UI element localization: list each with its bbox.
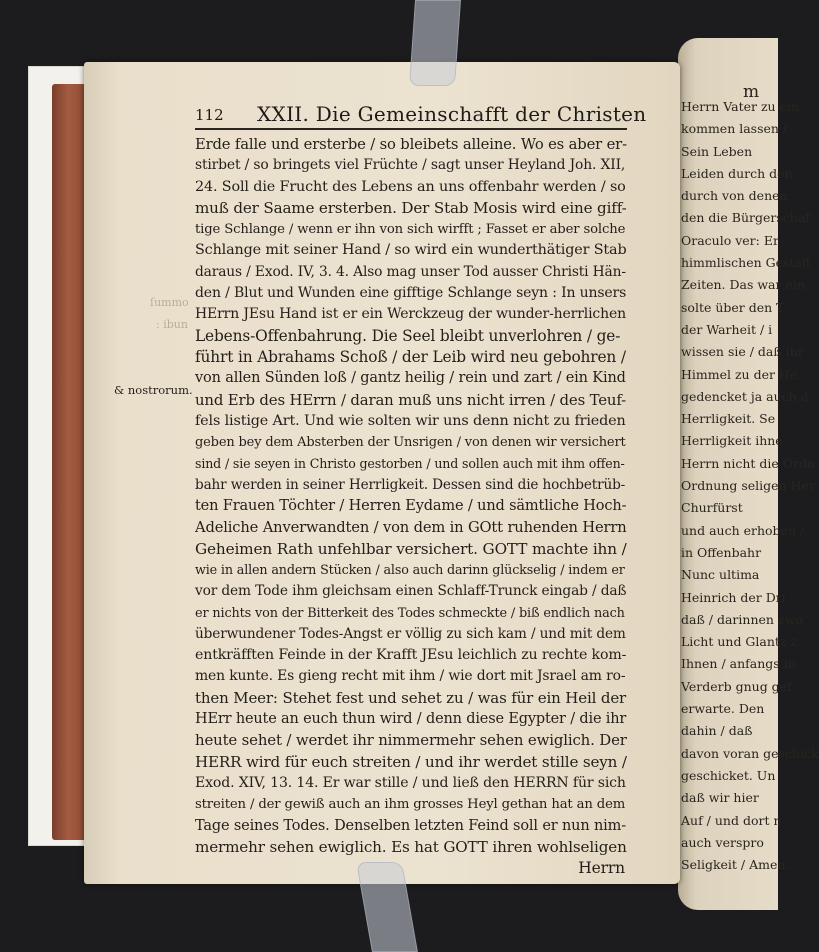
body-text <box>195 134 631 879</box>
text-line: Geheimen Rath unfehlbar versichert. GOTT machte ihn / <box>195 539 627 558</box>
text-line: mermehr sehen ewiglich. Es hat GOTT ihren wohlseligen <box>195 837 627 856</box>
running-title: XXII. Die Gemeinschafft der Christen <box>257 102 647 126</box>
text-line: tige Schlange / wenn er ihn von sich wirfft ; Fasset er aber solche <box>195 222 626 238</box>
facing-text-line: auch verspro <box>681 834 764 850</box>
facing-text-line: der Warheit / i <box>681 321 773 337</box>
text-line: Erde falle und ersterbe / so bleibets alleine. Wo es aber er- <box>195 136 627 153</box>
text-line: Tage seines Todes. Denselben letzten Feind soll er nun nim- <box>195 817 626 834</box>
header-rule <box>195 128 627 130</box>
text-line: then Meer: Stehet fest und sehet zu / was für ein Heil der <box>195 688 627 707</box>
facing-text-line: durch von denen <box>681 188 788 204</box>
text-line: Schlange mit seiner Hand / so wird ein wunderthätiger Stab <box>195 242 627 259</box>
facing-text-line: Auf / und dort n <box>681 812 782 828</box>
facing-text-line: Verderb gnug gef <box>681 678 792 694</box>
facing-text-line: Oraculo ver: Er <box>681 232 779 248</box>
facing-text-line: daß / darinnen zwo <box>681 611 803 627</box>
facing-text-line: den die Bürgerschaf <box>681 210 810 226</box>
text-line: streiten / der gewiß auch an ihm grosses Heyl gethan hat an dem <box>195 797 626 813</box>
facing-text-line: und auch erhoben / <box>681 522 805 538</box>
text-line: sind / sie seyen in Christo gestorben / und sollen auch mit ihm offen- <box>195 456 625 472</box>
facing-text-line: Herrligkeit ihne <box>681 433 783 449</box>
facing-page-text <box>681 96 819 876</box>
text-line: geben bey dem Absterben der Unsrigen / von denen wir versichert <box>195 435 626 451</box>
facing-page-header: m <box>743 82 760 102</box>
facing-text-line: Zeiten. Das war ein <box>681 277 805 293</box>
book-spine-edge <box>52 84 88 840</box>
facing-text-line: Heinrich der Dri <box>681 589 786 605</box>
facing-text-line: Ihnen / anfangs in <box>681 656 796 672</box>
text-line: men kunte. Es gieng recht mit ihm / wie dort mit Jsrael am ro- <box>195 668 626 685</box>
text-line: und Erb des HErrn / daran muß uns nicht irren / des Teuf- <box>195 390 627 409</box>
facing-text-line: daß wir hier <box>681 790 759 806</box>
bleed-through-text: ſummo <box>150 296 189 309</box>
text-line: er nichts von der Bitterkeit des Todes schmeckte / biß endlich nach <box>195 605 625 621</box>
facing-text-line: Churfürst <box>681 500 743 516</box>
facing-text-line: dahin / daß <box>681 723 753 739</box>
facing-text-line: himmlischen Gestalt <box>681 255 811 271</box>
text-line: fels listige Art. Und wie solten wir uns denn nicht zu frieden <box>195 412 626 429</box>
facing-text-line: erwarte. Den <box>681 701 765 717</box>
facing-text-line: Licht und Glantz z <box>681 634 798 650</box>
margin-note: & nostrorum. <box>114 383 193 397</box>
text-line: Exod. XIV, 13. 14. Er war stille / und ließ den HERRN für sich <box>195 774 626 791</box>
bleed-through-text: : ibun <box>156 318 188 331</box>
facing-text-line: gedencket ja auch d <box>681 388 809 404</box>
text-line: HErrn JEsu Hand ist er ein Werckzeug der wunder-herrlichen <box>195 306 626 323</box>
facing-text-line: Herrn Vater zu ein <box>681 99 800 114</box>
text-line: überwundener Todes-Angst er völlig zu sich kam / und mit dem <box>195 625 626 642</box>
facing-text-line: in Offenbahr <box>681 544 762 560</box>
catchword: Herrn <box>578 859 625 878</box>
facing-text-line: kommen lassen / <box>681 121 788 137</box>
facing-text-line: solte über den T <box>681 299 785 315</box>
facing-text-line: Ordnung seligen Her <box>681 478 815 494</box>
facing-text-line: Sein Leben <box>681 143 753 159</box>
page-number: 112 <box>195 106 224 124</box>
text-line: stirbet / so bringets viel Früchte / sagt unser Heyland Joh. XII, <box>195 157 626 174</box>
text-line: führt in Abrahams Schoß / der Leib wird neu gebohren / <box>195 347 626 366</box>
text-line: entkräfften Feinde in der Krafft JEsu leichlich zu rechte kom- <box>195 647 627 664</box>
facing-text-line: Herrn nicht die Ordn <box>681 455 816 471</box>
text-line: vor dem Tode ihm gleichsam einen Schlaff-Trunck eingab / daß <box>195 583 627 600</box>
facing-text-line: Leiden durch den <box>681 165 793 181</box>
facing-text-line: Nunc ultima <box>681 567 760 583</box>
text-line: wie in allen andern Stücken / also auch darinn glückselig / indem er <box>195 562 625 578</box>
text-line: daraus / Exod. IV, 3. 4. Also mag unser Tod ausser Christi Hän- <box>195 263 626 280</box>
text-line: ten Frauen Töchter / Herren Eydame / und sämtliche Hoch- <box>195 498 627 515</box>
text-line: bahr werden in seiner Herrligkeit. Dessen sind die hochbetrüb- <box>195 476 626 493</box>
text-line: heute sehet / werdet ihr nimmermehr sehen ewiglich. Der <box>195 731 627 750</box>
facing-text-line: geschicket. Un <box>681 767 776 783</box>
facing-text-line: Herrligkeit. Se <box>681 411 776 427</box>
facing-text-line: Himmel zu der He <box>681 366 798 382</box>
facing-text-line: Seligkeit / Amen. <box>681 857 790 873</box>
text-line: 24. Soll die Frucht des Lebens an uns offenbahr werden / so <box>195 178 626 195</box>
text-line: den / Blut und Wunden eine gifftige Schlange seyn : In unsers <box>195 285 627 302</box>
text-line: von allen Sünden loß / gantz heilig / rein und zart / ein Kind <box>195 370 626 387</box>
text-line: muß der Saame ersterben. Der Stab Mosis wird eine giff- <box>195 198 627 217</box>
page-holder-clip <box>409 0 461 86</box>
text-line: Lebens-Offenbahrung. Die Seel bleibt unverlohren / ge- <box>195 326 621 345</box>
text-line: HERR wird für euch streiten / und ihr werdet stille seyn / <box>195 752 627 771</box>
facing-text-line: wissen sie / daß ihr <box>681 344 804 360</box>
text-line: Adeliche Anverwandten / von dem in GOtt ruhenden Herrn <box>195 519 627 537</box>
text-line: HErr heute an euch thun wird / denn diese Egypter / die ihr <box>195 711 627 728</box>
facing-text-line: davon voran geschick <box>681 745 819 761</box>
